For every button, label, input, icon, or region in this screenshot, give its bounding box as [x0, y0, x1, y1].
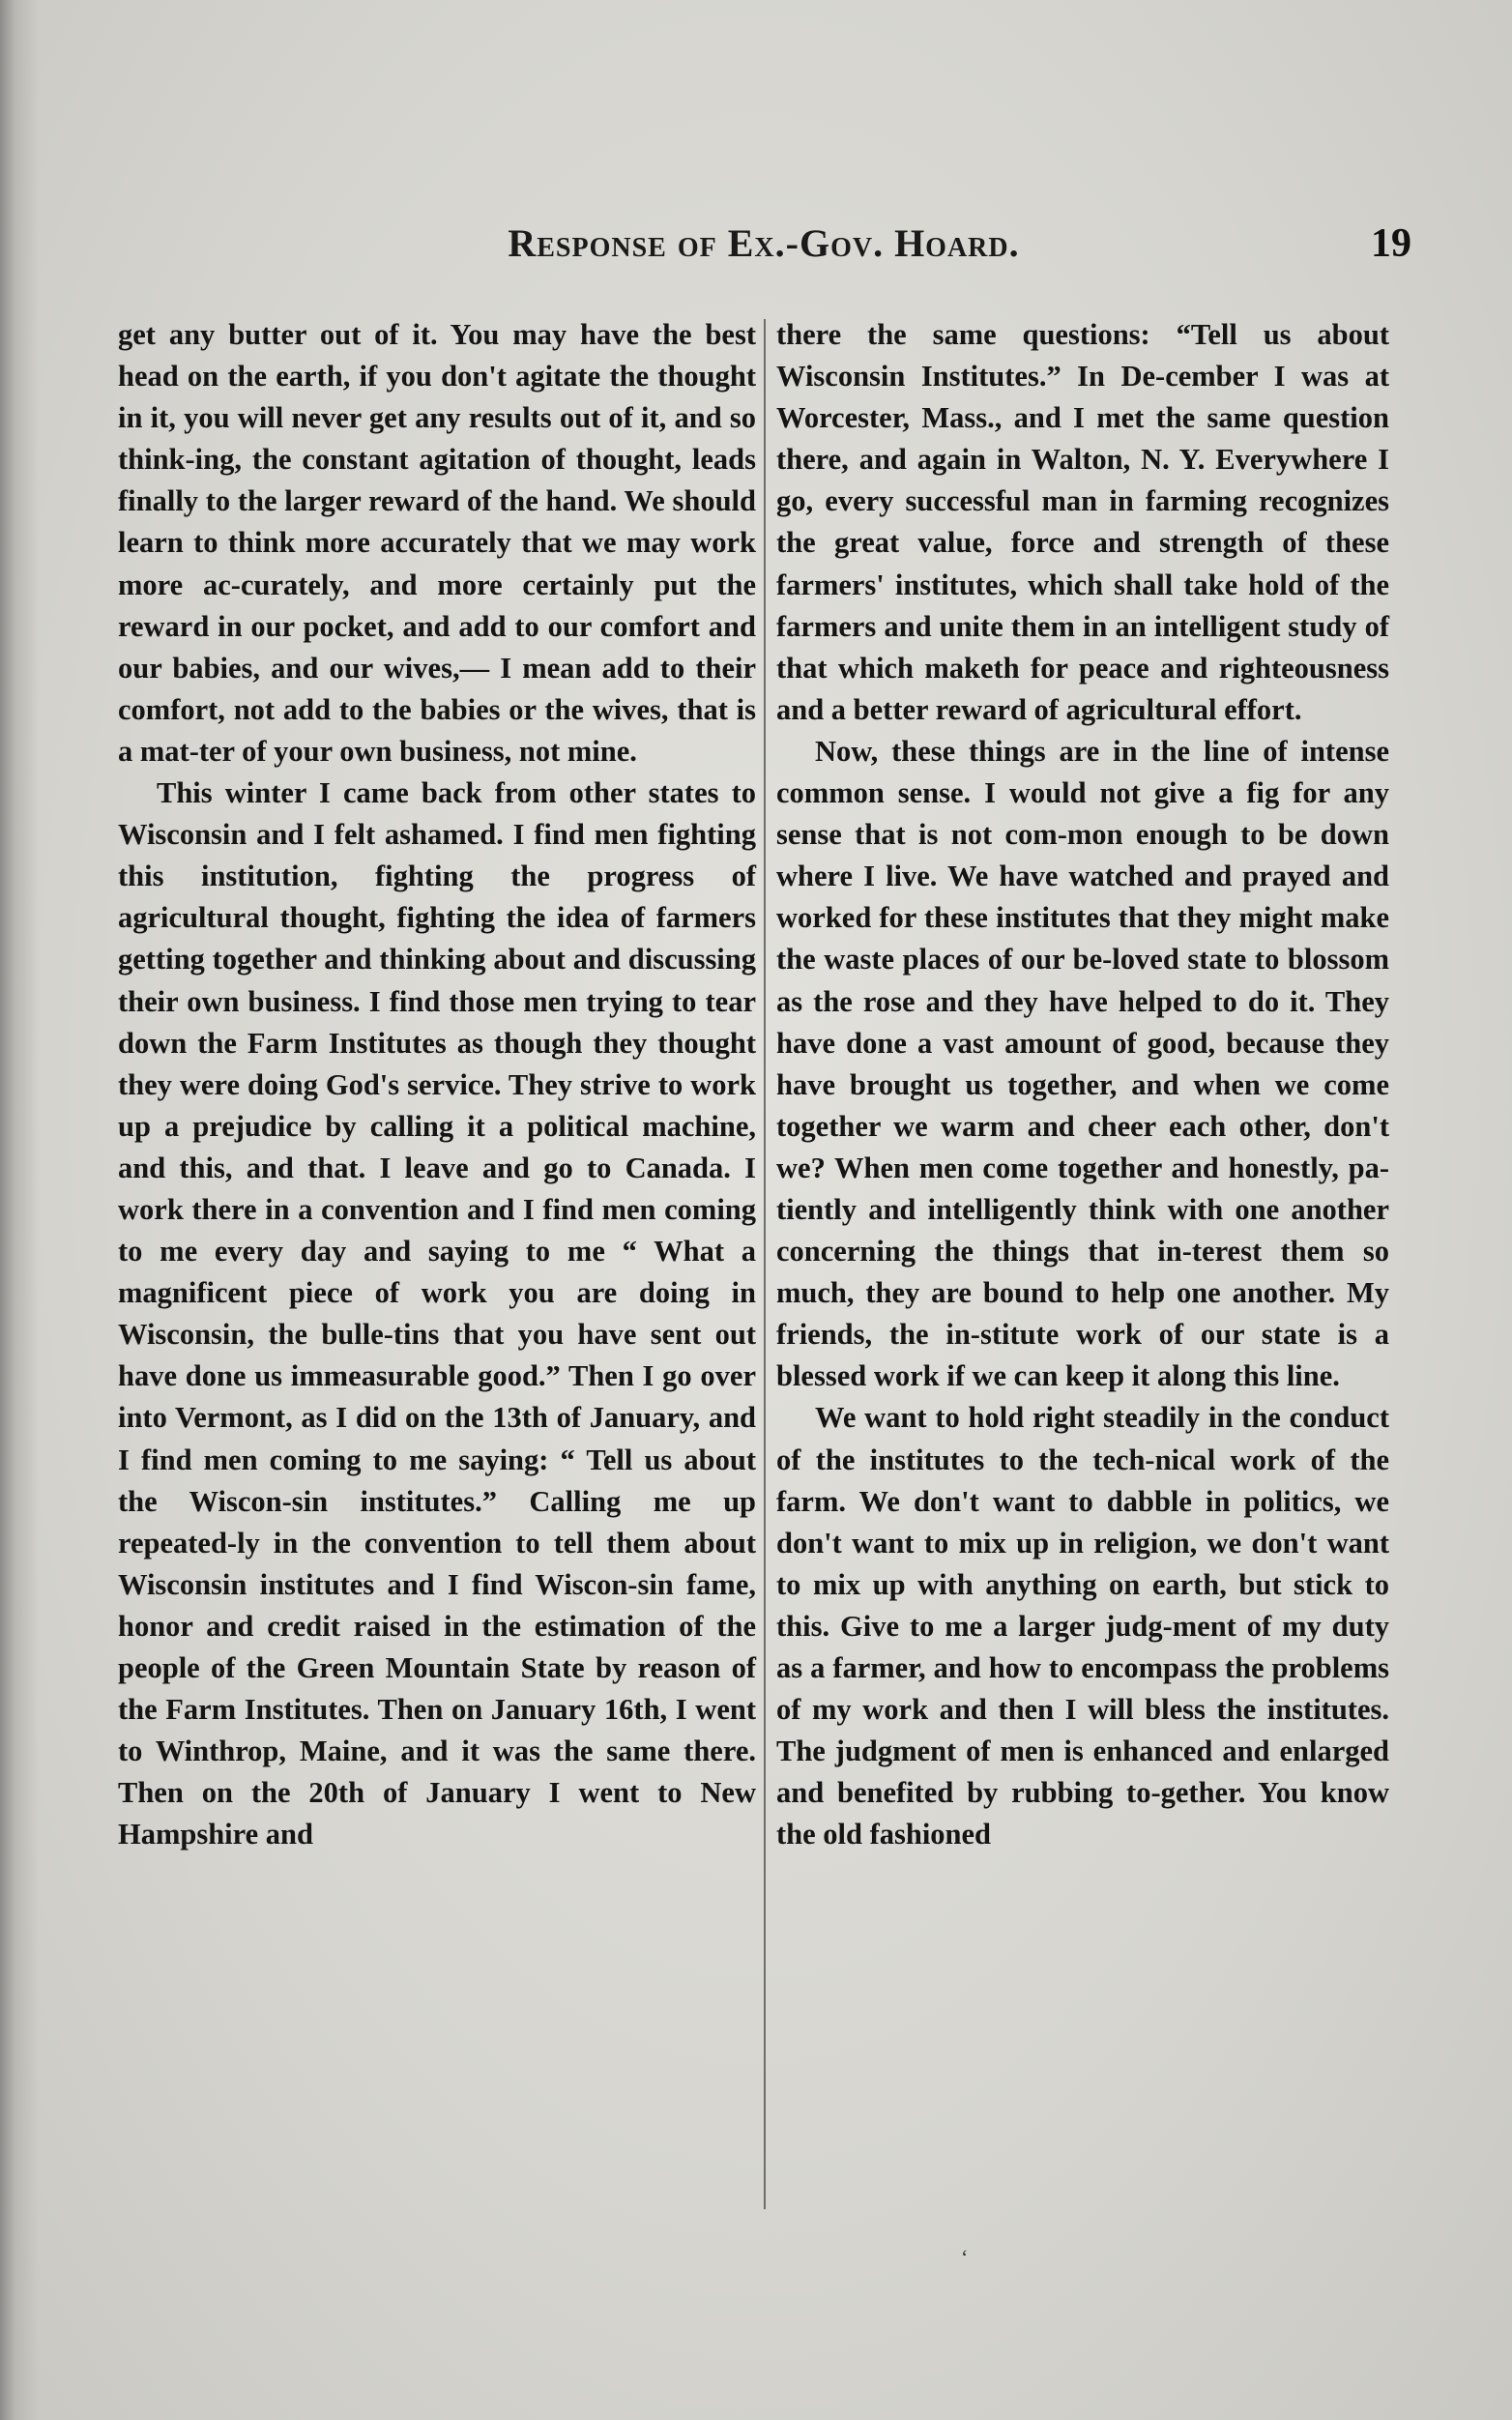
running-title: Response of Ex.-Gov. Hoard. — [508, 221, 1020, 265]
right-paragraph-1: there the same questions: “Tell us about Wisconsin Institutes.” In De-cember I was at Worcester, Mass., and I met the same question there, and again in Walton, N. Y. Everywhere I go, every successful man in farming recognizes the great value, force and strength of these farmers' institutes, which shall take hold of the farmers and unite them in an intelligent study of that which maketh for peace and righteousness and a better reward of agricultural effort. — [776, 318, 1389, 726]
page-binding-shadow — [0, 0, 39, 2420]
left-paragraph-1: get any butter out of it. You may have the best head on the earth, if you don't agitate the thought in it, you will never get any results out of it, and so think-ing, the constant agitation of thought, leads finally to the larger reward of the hand. We should learn to think more accurately that we may work more ac-curately, and more certainly put the reward in our pocket, and add to our comfort and our babies, and our wives,— I mean add to their comfort, not add to the babies or the wives, that is a mat-ter of your own business, not mine. — [118, 318, 756, 768]
left-column — [118, 314, 756, 1855]
page-header — [116, 220, 1411, 278]
right-column — [776, 314, 1389, 1855]
right-paragraph-3: We want to hold right steadily in the conduct of the institutes to the tech-nical work of the farm. We don't want to dabble in politics, we don't want to mix up in religion, we don't want to mix up with anything on earth, but stick to this. Give to me a larger judg-ment of my duty as a farmer, and how to encompass the problems of my work and then I will bless the institutes. The judgment of men is enhanced and enlarged and benefited by rubbing to-gether. You know the old fashioned — [776, 1401, 1389, 1851]
page-number: 19 — [1371, 221, 1411, 266]
footer-mark: ‘ — [961, 2245, 969, 2269]
column-divider — [764, 319, 766, 2209]
left-paragraph-2: This winter I came back from other states to Wisconsin and I felt ashamed. I find men fighting this institution, fighting the progress of agricultural thought, fighting the idea of farmers getting together and thinking about and discussing their own business. I find those men trying to tear down the Farm Institutes as though they thought they were doing God's service. They strive to work up a prejudice by calling it a political machine, and this, and that. I leave and go to Canada. I work there in a convention and I find men coming to me every day and saying to me “ What a magnificent piece of work you are doing in Wisconsin, the bulle-tins that you have sent out have done us immeasurable good.” Then I go over into Vermont, as I did on the 13th of January, and I find men coming to me saying: “ Tell us about the Wiscon-sin institutes.” Calling me up repeated-ly in the convention to tell them about Wisconsin institutes and I find Wiscon-sin fame, honor and credit raised in the estimation of the people of the Green Mountain State by reason of the Farm Institutes. Then on January 16th, I went to Winthrop, Maine, and it was the same there. Then on the 20th of January I went to New Hampshire and — [118, 776, 756, 1851]
right-paragraph-2: Now, these things are in the line of intense common sense. I would not give a fig for any sense that is not com-mon enough to be down where I live. We have watched and prayed and worked for these institutes that they might make the waste places of our be-loved state to blossom as the rose and they have helped to do it. They have done a vast amount of good, because they have brought us together, and when we come together we warm and cheer each other, don't we? When men come together and honestly, pa-tiently and intelligently think with one another concerning the things that in-terest them so much, they are bound to help one another. My friends, the in-stitute work of our state is a blessed work if we can keep it along this line. — [776, 734, 1389, 1393]
